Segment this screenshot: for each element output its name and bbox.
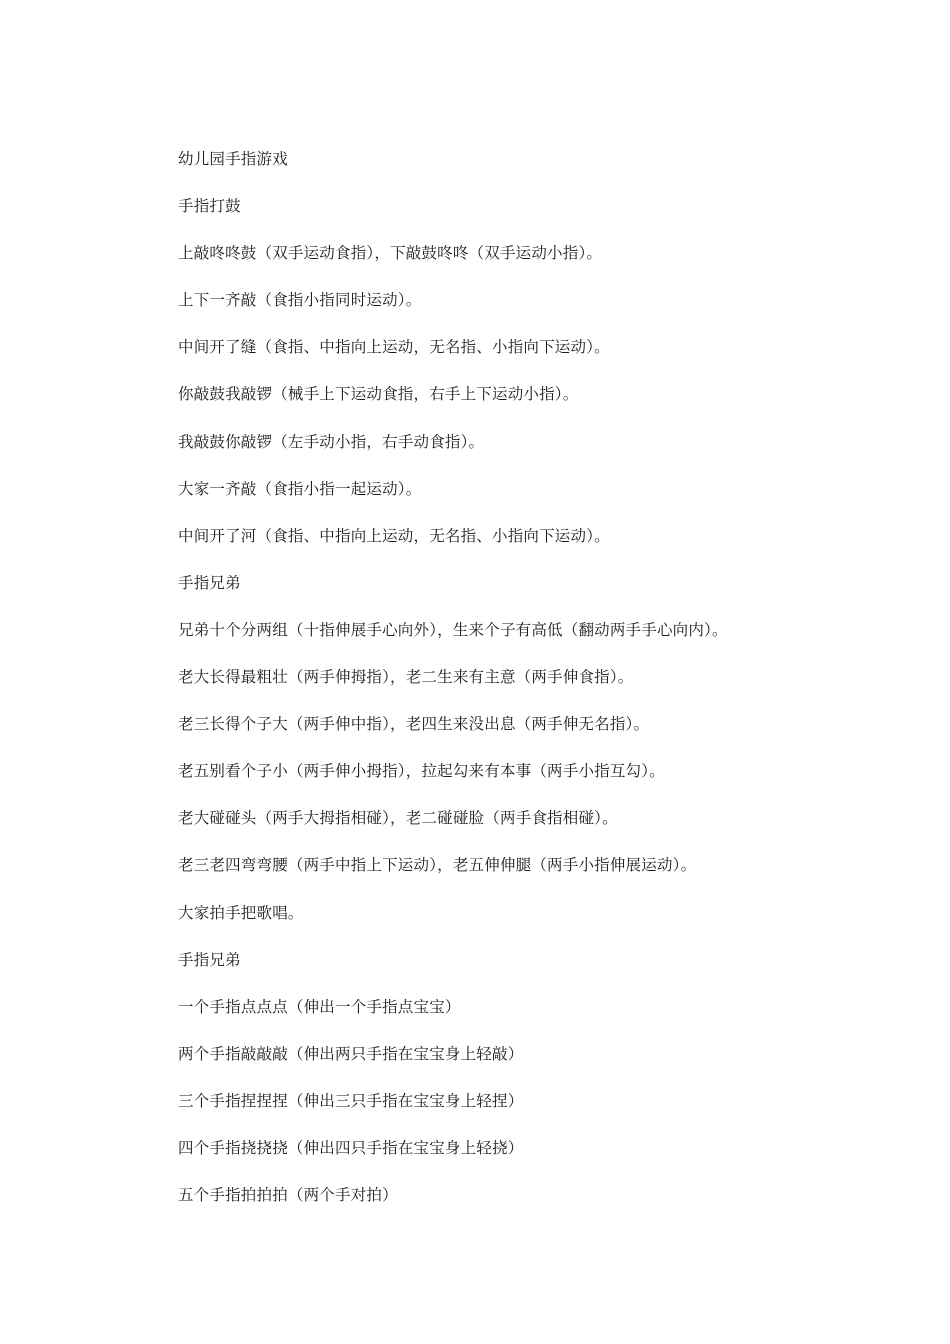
text-line: 老三长得个子大（两手伸中指），老四生来没出息（两手伸无名指）。 (178, 715, 650, 734)
text-line: 三个手指捏捏捏（伸出三只手指在宝宝身上轻捏） (178, 1091, 524, 1110)
text-line: 一个手指点点点（伸出一个手指点宝宝） (178, 997, 461, 1016)
text-line: 老三老四弯弯腰（两手中指上下运动），老五伸伸腿（两手小指伸展运动）。 (178, 856, 697, 875)
text-line: 中间开了河（食指、中指向上运动，无名指、小指向下运动）。 (178, 526, 610, 545)
text-line: 老大碰碰头（两手大拇指相碰），老二碰碰脸（两手食指相碰）。 (178, 809, 618, 828)
text-line: 大家一齐敲（食指小指一起运动）。 (178, 479, 422, 498)
text-line: 你敲鼓我敲锣（械手上下运动食指，右手上下运动小指）。 (178, 385, 579, 404)
text-line: 大家拍手把歌唱。 (178, 903, 304, 922)
text-line: 中间开了缝（食指、中指向上运动，无名指、小指向下运动）。 (178, 338, 610, 357)
text-line: 上敲咚咚鼓（双手运动食指），下敲鼓咚咚（双手运动小指）。 (178, 244, 603, 263)
text-line: 我敲鼓你敲锣（左手动小指，右手动食指）。 (178, 432, 485, 451)
section-heading: 手指兄弟 (178, 950, 241, 969)
text-line: 兄弟十个分两组（十指伸展手心向外），生来个子有高低（翻动两手手心向内）。 (178, 620, 728, 639)
text-line: 老大长得最粗壮（两手伸拇指），老二生来有主意（两手伸食指）。 (178, 668, 634, 687)
section-heading: 手指兄弟 (178, 573, 241, 592)
text-line: 五个手指拍拍拍（两个手对拍） (178, 1186, 398, 1205)
text-line: 上下一齐敲（食指小指同时运动）。 (178, 291, 422, 310)
text-line: 老五别看个子小（两手伸小拇指），拉起勾来有本事（两手小指互勾）。 (178, 762, 665, 781)
text-line: 四个手指挠挠挠（伸出四只手指在宝宝身上轻挠） (178, 1138, 524, 1157)
text-line: 两个手指敲敲敲（伸出两只手指在宝宝身上轻敲） (178, 1044, 524, 1063)
document-body (178, 145, 878, 1228)
document-title: 幼儿园手指游戏 (178, 150, 288, 168)
section-heading: 手指打鼓 (178, 197, 241, 216)
